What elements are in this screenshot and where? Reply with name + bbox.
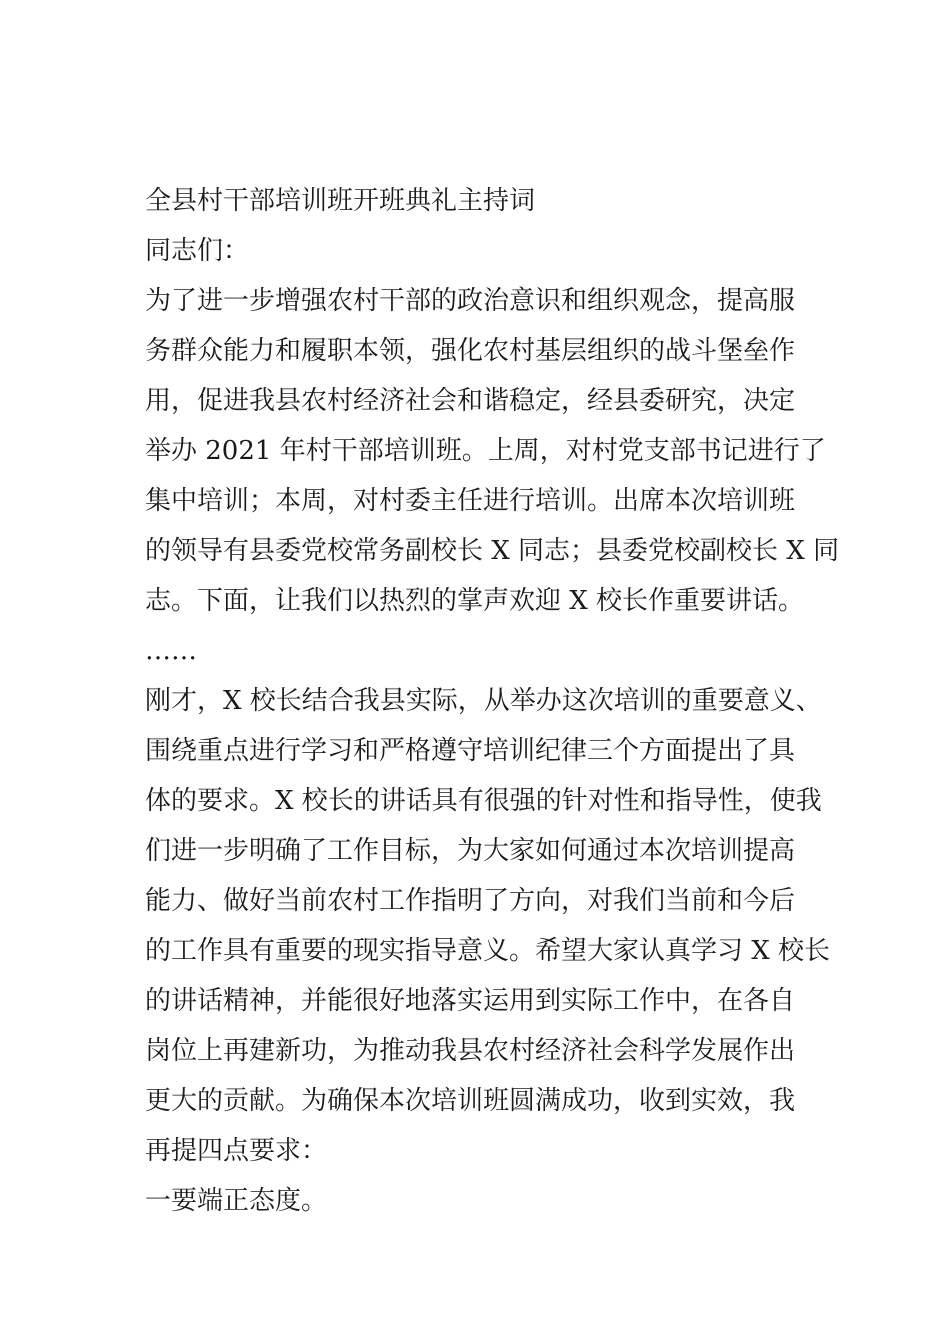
paragraph-line: 的工作具有重要的现实指导意义。希望大家认真学习 X 校长	[145, 936, 831, 966]
requirement-point-1: 一要端正态度。	[145, 1186, 328, 1216]
document-body	[145, 176, 840, 1226]
document-title: 全县村干部培训班开班典礼主持词	[145, 186, 536, 216]
paragraph-line: 再提四点要求：	[145, 1136, 328, 1166]
paragraph-line: 集中培训；本周，对村委主任进行培训。出席本次培训班	[145, 486, 796, 516]
paragraph-line: 的讲话精神，并能很好地落实运用到实际工作中，在各自	[145, 986, 796, 1016]
paragraph-line: 举办 2021 年村干部培训班。上周，对村党支部书记进行了	[145, 436, 826, 466]
paragraph-line: 的领导有县委党校常务副校长 X 同志；县委党校副校长 X 同	[145, 536, 840, 566]
paragraph-intro	[145, 276, 840, 626]
paragraph-line: 刚才，X 校长结合我县实际，从举办这次培训的重要意义、	[145, 686, 822, 716]
paragraph-line: 体的要求。X 校长的讲话具有很强的针对性和指导性，使我	[145, 786, 822, 816]
paragraph-line: 更大的贡献。为确保本次培训班圆满成功，收到实效，我	[145, 1086, 796, 1116]
paragraph-line: 务群众能力和履职本领，强化农村基层组织的战斗堡垒作	[145, 336, 796, 366]
paragraph-line: 岗位上再建新功，为推动我县农村经济社会科学发展作出	[145, 1036, 796, 1066]
paragraph-line: 能力、做好当前农村工作指明了方向，对我们当前和今后	[145, 886, 796, 916]
paragraph-line: 用，促进我县农村经济社会和谐稳定，经县委研究，决定	[145, 386, 796, 416]
paragraph-line: 为了进一步增强农村干部的政治意识和组织观念，提高服	[145, 286, 796, 316]
paragraph-summary	[145, 676, 831, 1176]
paragraph-line: 们进一步明确了工作目标，为大家如何通过本次培训提高	[145, 836, 796, 866]
paragraph-line: 围绕重点进行学习和严格遵守培训纪律三个方面提出了具	[145, 736, 796, 766]
ellipsis: ……	[145, 636, 197, 666]
paragraph-line: 志。下面，让我们以热烈的掌声欢迎 X 校长作重要讲话。	[145, 586, 805, 616]
greeting: 同志们：	[145, 236, 250, 266]
